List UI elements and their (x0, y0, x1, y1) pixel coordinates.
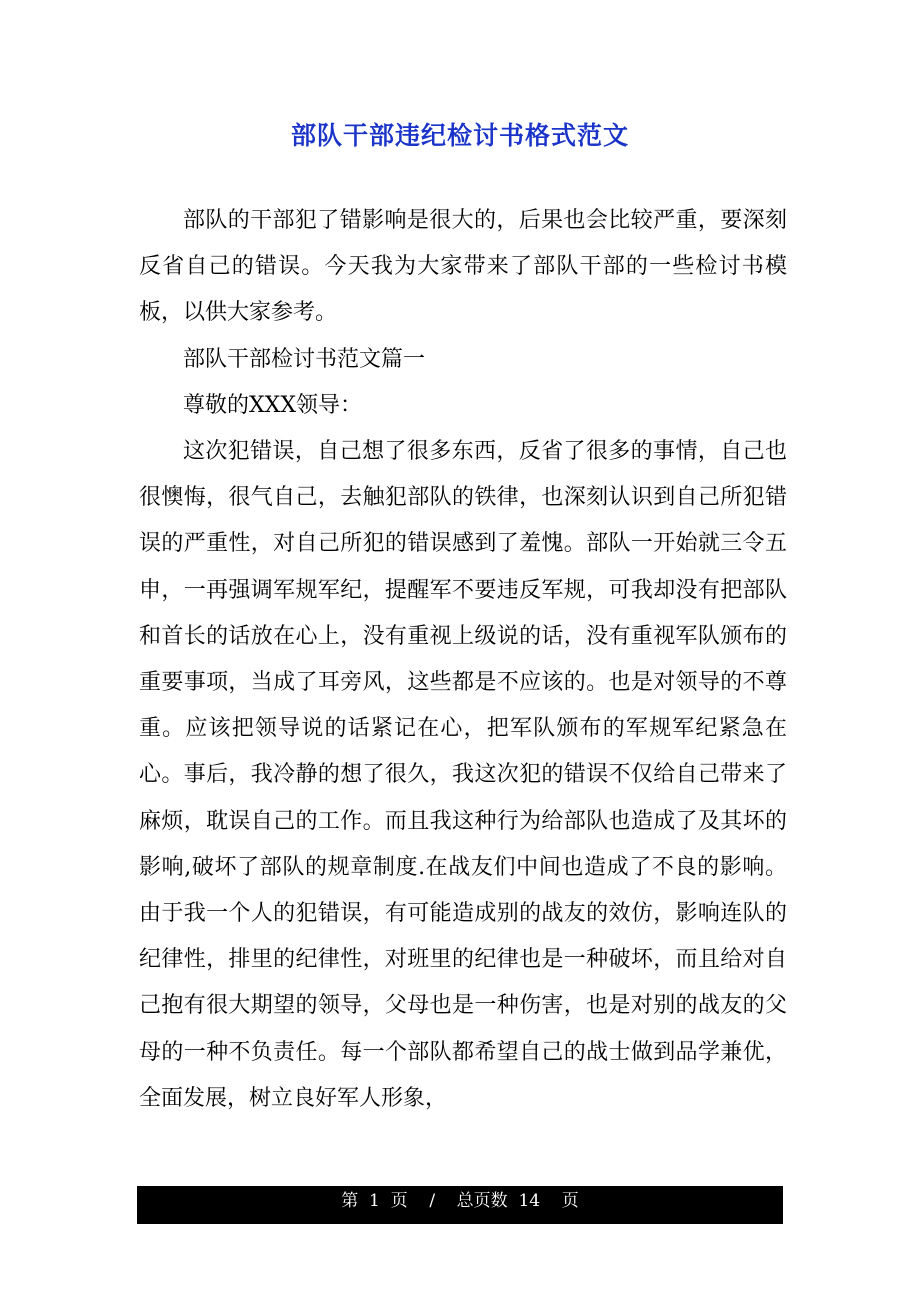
intro-paragraph: 部队的干部犯了错影响是很大的，后果也会比较严重，要深刻反省自己的错误。今天我为大家带来了部队干部的一些检讨书模板，以供大家参考。 (139, 208, 787, 326)
salutation: 尊敬的XXX领导： (183, 392, 362, 418)
total-label: 总页数 (456, 1191, 508, 1211)
page-unit: 页 (390, 1191, 408, 1211)
document-body (139, 198, 787, 1122)
document-title: 部队干部违纪检讨书格式范文 (290, 121, 629, 150)
total-unit: 页 (561, 1191, 579, 1211)
page-separator: / (429, 1191, 436, 1211)
body-paragraph: 这次犯错误，自己想了很多东西，反省了很多的事情，自己也很懊悔，很气自己，去触犯部队的铁律，也深刻认识到自己所犯错误的严重性，对自己所犯的错误感到了羞愧。部队一开始就三令五申，一再强调军规军纪，提醒军不要违反军规，可我却没有把部队和首长的话放在心上，没有重视上级说的话，没有重视军队颁布的重要事项，当成了耳旁风，这些都是不应该的。也是对领导的不尊重。应该把领导说的话紧记在心，把军队颁布的军规军纪紧急在心。事后，我冷静的想了很久，我这次犯的错误不仅给自己带来了麻烦，耽误自己的工作。而且我这种行为给部队也造成了及其坏的影响,破坏了部队的规章制度.在战友们中间也造成了不良的影响。由于我一个人的犯错误，有可能造成别的战友的效仿，影响连队的纪律性，排里的纪律性，对班里的纪律也是一种破坏，而且给对自己抱有很大期望的领导，父母也是一种伤害，也是对别的战友的父母的一种不负责任。每一个部队都希望自己的战士做到品学兼优，全面发展，树立良好军人形象， (139, 439, 787, 1111)
page-indicator (137, 1186, 783, 1216)
page-current: 1 (369, 1191, 380, 1211)
page-footer (137, 1186, 783, 1224)
total-pages: 14 (518, 1191, 541, 1211)
page-label: 第 (341, 1191, 359, 1211)
section-heading: 部队干部检讨书范文篇一 (183, 346, 426, 372)
